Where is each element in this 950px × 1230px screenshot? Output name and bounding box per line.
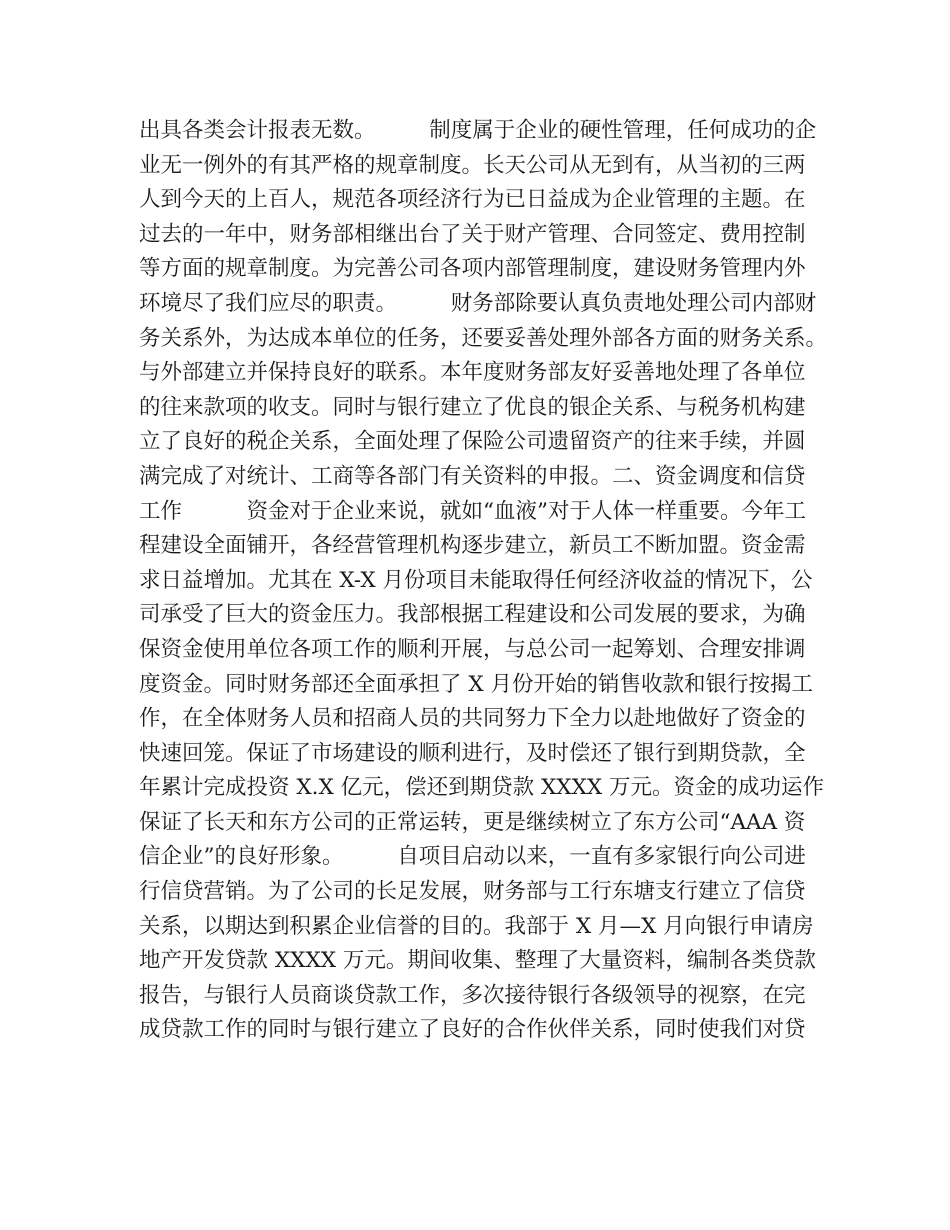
text-line-21: 保证了长天和东方公司的正常运转，更是继续树立了东方公司“AAA 资 (139, 809, 806, 835)
text-line-19: 快速回笼。保证了市场建设的顺利进行，及时偿还了银行到期贷款，全 (139, 740, 806, 766)
text-line-24: 关系，以期达到积累企业信誉的目的。我部于 X 月—X 月向银行申请房 (139, 913, 814, 939)
text-line-8: 与外部建立并保持良好的联系。本年度财务部友好妥善地处理了各单位 (139, 360, 806, 386)
text-line-4: 过去的一年中，财务部相继出台了关于财产管理、合同签定、费用控制 (139, 221, 806, 247)
text-line-27: 成贷款工作的同时与银行建立了良好的合作伙伴关系，同时使我们对贷 (139, 1017, 806, 1043)
body-text (139, 114, 829, 1048)
text-line-2: 业无一例外的有其严格的规章制度。长天公司从无到有，从当初的三两 (139, 152, 806, 178)
text-line-16: 保资金使用单位各项工作的顺利开展，与总公司一起筹划、合理安排调 (139, 636, 806, 662)
text-line-12: 工作 资金对于企业来说，就如“血液”对于人体一样重要。今年工 (139, 498, 806, 524)
text-line-15: 司承受了巨大的资金压力。我部根据工程建设和公司发展的要求，为确 (139, 602, 806, 628)
text-line-7: 务关系外，为达成本单位的任务，还要妥善处理外部各方面的财务关系。 (139, 325, 828, 351)
text-line-10: 立了良好的税企关系，全面处理了保险公司遗留资产的往来手续，并圆 (139, 429, 806, 455)
text-line-17: 度资金。同时财务部还全面承担了 X 月份开始的销售收款和银行按揭工 (139, 671, 813, 697)
text-line-5: 等方面的规章制度。为完善公司各项内部管理制度，建设财务管理内外 (139, 256, 806, 282)
text-line-3: 人到今天的上百人，规范各项经济行为已日益成为企业管理的主题。在 (139, 187, 806, 213)
text-line-26: 报告，与银行人员商谈贷款工作，多次接待银行各级领导的视察，在完 (139, 982, 806, 1008)
text-line-6: 环境尽了我们应尽的职责。 财务部除要认真负责地处理公司内部财 (139, 290, 817, 316)
text-line-9: 的往来款项的收支。同时与银行建立了优良的银企关系、与税务机构建 (139, 394, 806, 420)
text-line-18: 作，在全体财务人员和招商人员的共同努力下全力以赴地做好了资金的 (139, 706, 806, 732)
text-line-20: 年累计完成投资 X.X 亿元，偿还到期贷款 XXXX 万元。资金的成功运作 (139, 775, 825, 801)
text-line-25: 地产开发贷款 XXXX 万元。期间收集、整理了大量资料，编制各类贷款 (139, 948, 816, 974)
text-line-23: 行信贷营销。为了公司的长足发展，财务部与工行东塘支行建立了信贷 (139, 879, 806, 905)
text-line-13: 程建设全面铺开，各经营管理机构逐步建立，新员工不断加盟。资金需 (139, 533, 806, 559)
text-line-14: 求日益增加。尤其在 X-X 月份项目未能取得任何经济收益的情况下，公 (139, 567, 813, 593)
text-line-11: 满完成了对统计、工商等各部门有关资料的申报。二、资金调度和信贷 (139, 463, 806, 489)
text-line-1: 出具各类会计报表无数。 制度属于企业的硬性管理，任何成功的企 (139, 118, 817, 143)
text-line-22: 信企业”的良好形象。 自项目启动以来，一直有多家银行向公司进 (139, 844, 806, 870)
